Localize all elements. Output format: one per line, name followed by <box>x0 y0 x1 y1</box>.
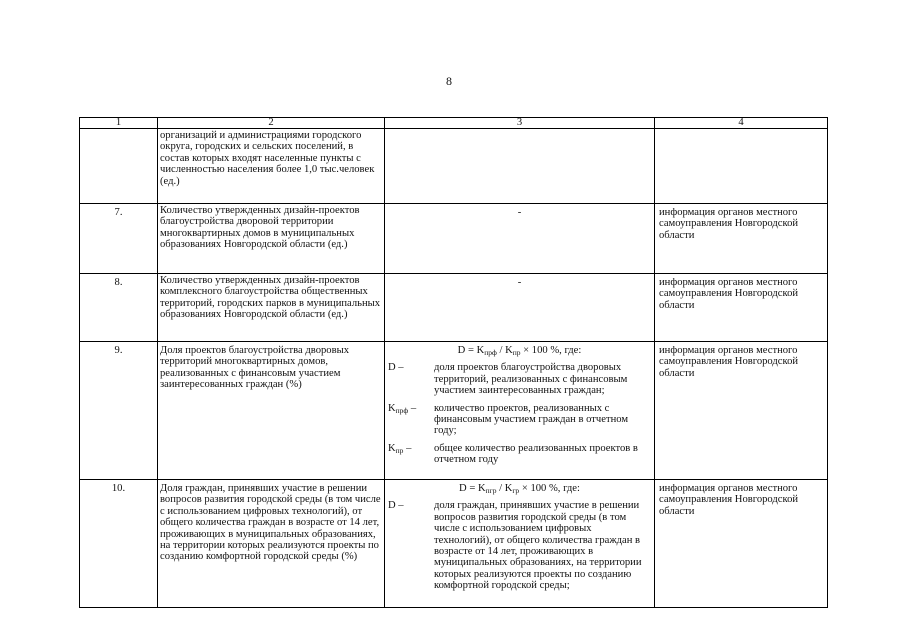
source-cell <box>655 129 828 204</box>
source-cell: информация органов местного самоуправления Новгородской области <box>655 204 828 274</box>
formula-sub: пр <box>512 348 521 357</box>
table-row <box>80 274 828 342</box>
definition-symbol: D – <box>388 500 404 512</box>
formula <box>388 345 651 356</box>
indicator-cell: Доля проектов благоустройства дворовых территорий многоквартирных домов, реализованных с финансовым участием заинтересованных граждан (%) <box>158 342 385 480</box>
method-cell <box>385 480 655 608</box>
page-number: 8 <box>446 74 452 88</box>
indicator-cell: Количество утвержденных дизайн-проектов благоустройства дворовой территории многоквартирных домов в муниципальных образованиях Новгородской области (ед.) <box>158 204 385 274</box>
formula-rhs: × 100 %, где: <box>519 483 580 494</box>
indicators-table <box>79 117 828 608</box>
formula-lhs: D = K <box>459 483 486 494</box>
definition-symbol: D – <box>388 362 404 374</box>
definition-symbol: $K_{пр}$ – <box>388 442 412 455</box>
row-number: 9. <box>80 342 158 480</box>
source-cell: информация органов местного самоуправления Новгородской области <box>655 342 828 480</box>
method-cell <box>385 342 655 480</box>
definition-symbol: $K_{прф}$ – <box>388 402 417 415</box>
source-cell: информация органов местного самоуправления Новгородской области <box>655 480 828 608</box>
definition <box>388 443 651 466</box>
formula-mid: / K <box>496 483 513 494</box>
table-row <box>80 204 828 274</box>
row-number: 8. <box>80 274 158 342</box>
indicator-cell: Количество утвержденных дизайн-проектов комплексного благоустройства общественных территорий, городских парков в муниципальных образованиях Новгородской области (ед.) <box>158 274 385 342</box>
formula <box>388 483 651 494</box>
definition <box>388 403 651 437</box>
table-row <box>80 480 828 608</box>
method-cell: - <box>385 204 655 274</box>
header-col-4: 4 <box>655 118 828 129</box>
formula-sub: прф <box>484 348 497 357</box>
header-col-3: 3 <box>385 118 655 129</box>
definition-text: доля граждан, принявших участие в решении вопросов развития городской среды (в том числе с использованием цифровых технологий), от общего количества граждан в возрасте от 14 лет, проживающих в муниципальных образованиях, на территории которых реализуются проекты по созданию комфортной городской среды; <box>434 500 642 592</box>
formula-mid: / K <box>496 345 513 356</box>
indicator-cell: Доля граждан, принявших участие в решении вопросов развития городской среды (в том числе с использованием цифровых технологий), от общего количества граждан в возрасте от 14 лет, проживающих в муниципальных образованиях, на территории которых реализуются проекты по созданию комфортной городской среды (%) <box>158 480 385 608</box>
header-col-2: 2 <box>158 118 385 129</box>
formula-rhs: × 100 %, где: <box>520 345 582 356</box>
row-number: 10. <box>80 480 158 608</box>
source-cell: информация органов местного самоуправления Новгородской области <box>655 274 828 342</box>
table-row <box>80 129 828 204</box>
formula-lhs: D = K <box>457 345 485 356</box>
definition <box>388 500 651 591</box>
row-number <box>80 129 158 204</box>
definition-text: количество проектов, реализованных с финансовым участием граждан в отчетном году; <box>434 402 629 437</box>
definition-text: доля проектов благоустройства дворовых территорий, реализованных с финансовым участием заинтересованных граждан; <box>434 362 628 397</box>
method-cell <box>385 129 655 204</box>
header-col-1: 1 <box>80 118 158 129</box>
table-header-row <box>80 118 828 129</box>
formula-sub: гр <box>512 486 520 495</box>
method-cell: - <box>385 274 655 342</box>
row-number: 7. <box>80 204 158 274</box>
table-row <box>80 342 828 480</box>
definition-text: общее количество реализованных проектов в отчетном году <box>434 442 638 466</box>
definition <box>388 362 651 396</box>
indicator-cell: организаций и администрациями городского округа, городских и сельских поселений, в состав которых входят населенные пункты с численностью населения более 1,0 тыс.человек (ед.) <box>158 129 385 204</box>
formula-sub: пгр <box>485 486 497 495</box>
